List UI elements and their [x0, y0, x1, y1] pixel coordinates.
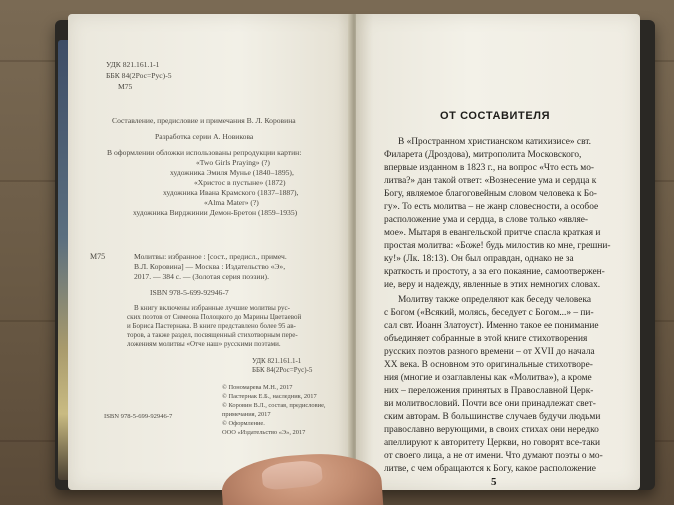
body-line: В «Пространном христианском катихизисе» свт. [398, 137, 591, 147]
copyright-line: ООО «Издательство «Э», 2017 [222, 429, 306, 436]
body-line: ния (многие и озаглавлены как «Молитва»), а кроме [384, 373, 592, 383]
bibliographic-line: 2017. — 384 с. — (Золотая серия поэзии). [134, 272, 269, 281]
cover-credit-line: художника Эмиля Мунье (1840–1895), [170, 168, 294, 177]
catalog-mark: М75 [118, 82, 133, 91]
cover-credit-line: художника Вирджинии Демон-Бретон (1859–1935) [133, 208, 298, 217]
body-line: с Богом («Всякий, молясь, беседует с Богом...» – пи- [384, 308, 594, 318]
body-line: них – переложения принятых в Православной Церк- [384, 386, 594, 396]
abstract-line: и Бориса Пастернака. В книге представлено более 95 ав- [127, 322, 296, 330]
body-line: краткость и простоту, а за его покаяние, самоотвержен- [384, 267, 605, 277]
abstract-line: торов, а также раздел, посвященный стихотворным пере- [127, 331, 298, 339]
catalog-mark-bib: М75 [90, 252, 106, 261]
udk-code-bottom: УДК 821.161.1-1 [252, 357, 302, 365]
body-line: мое». Мытаря в евангельской притче спасла краткая и [384, 228, 601, 238]
body-line: от своего лица, а не от имени. Что думают поэты о мо- [384, 451, 603, 461]
bibliographic-line: Молитвы: избранное : [сост., предисл., примеч. [134, 252, 287, 261]
bbk-code-bottom: ББК 84(2Рос=Рус)-5 [252, 366, 313, 374]
series-design-credit: Разработка серии А. Новикова [155, 132, 254, 141]
body-line: простая молитва: «Боже! будь милостив ко мне, грешни- [384, 241, 611, 251]
udk-code: УДК 821.161.1-1 [106, 60, 160, 69]
abstract-line: ских поэтов от Симеона Полоцкого до Марины Цветаевой [127, 313, 302, 321]
copyright-line: © Оформление. [222, 420, 265, 427]
isbn-main: ISBN 978-5-699-92946-7 [150, 288, 229, 297]
body-line: XX века. В основном это оригинальные стихотворе- [384, 360, 593, 370]
cover-credit-line: В оформлении обложки использованы репродукции картин: [107, 148, 302, 157]
body-line: Филарета (Дроздова), митрополита Московского, [384, 150, 582, 160]
cover-credit-line: художника Ивана Крамского (1837–1887), [163, 188, 299, 197]
copyright-line: © Пастернак Е.Б., наследник, 2017 [222, 393, 317, 400]
copyright-line: примечания, 2017 [222, 411, 271, 418]
section-heading: ОТ СОСТАВИТЕЛЯ [440, 110, 551, 122]
cover-credit-line: «Two Girls Praying» (?) [196, 158, 270, 167]
body-line: литва?» дан такой ответ: «Вознесение ума и сердца к [384, 176, 597, 186]
copyright-line: © Пономарева М.Н., 2017 [222, 384, 293, 391]
body-line: объединяет собранные в этой книге стихотворения [384, 334, 588, 344]
body-line: русских поэтов разного времени – от XVII до начала [384, 347, 595, 357]
body-line: гу». То есть молитва – не жанр словесности, а особое [384, 202, 599, 212]
copyright-line: © Коровин В.Л., состав, предисловие, [222, 402, 326, 409]
body-line: ви молитвословий. Почти все они принадлежат свет- [384, 399, 596, 409]
cover-credit-line: «Христос в пустыне» (1872) [194, 178, 286, 187]
compiler-credit: Составление, предисловие и примечания В. Л. Коровина [112, 116, 296, 125]
bbk-code: ББК 84(2Рос=Рус)-5 [106, 71, 172, 80]
abstract-line: ложениям молитвы «Отче наш» русскими поэтами. [127, 340, 281, 348]
body-line: Богу, являемое благоговейным словом человека к Бо- [384, 189, 597, 199]
body-line: апеллируют к авторитету Церкви, но говорят все-таки [384, 438, 601, 448]
body-line: православно верующими, в своих стихах они нередко [384, 425, 599, 435]
body-line: сал свт. Иоанн Златоуст). Именно такое ее понимание [384, 321, 599, 331]
body-line: Молитву также определяют как беседу человека [398, 295, 592, 305]
body-line: ие, веру и надежду, явленные в этих немногих словах. [384, 280, 601, 290]
abstract-line: В книгу включены избранные лучшие молитвы рус- [134, 304, 290, 312]
page-number: 5 [491, 476, 497, 488]
bibliographic-line: В.Л. Коровина] — Москва : Издательство «Э», [134, 262, 286, 271]
cover-credit-line: «Alma Mater» (?) [204, 198, 259, 207]
isbn-bottom: ISBN 978-5-699-92946-7 [104, 413, 173, 420]
body-line: расположение ума и сердца, в слове только «являе- [384, 215, 589, 225]
body-line: ку!» (Лк. 18:13). Он был оправдан, однако не за [384, 254, 574, 264]
body-line: впервые изданном в 1823 г., на вопрос «Что есть мо- [384, 163, 595, 173]
body-line: ским авторам. В большинстве случаев будучи людьми [384, 412, 601, 422]
body-line: литве, с чем обращаются к Богу, какое расположение [384, 464, 596, 474]
